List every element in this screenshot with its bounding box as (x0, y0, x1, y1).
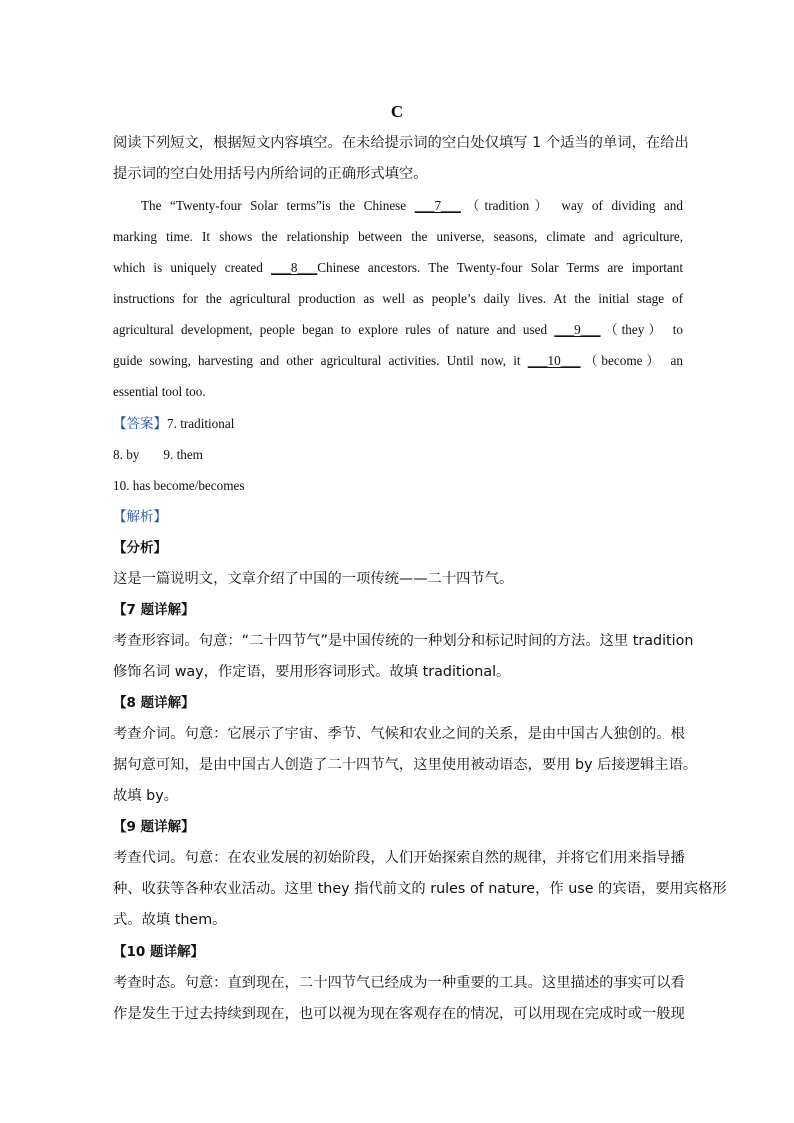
answer-10: 10. has become/becomes (113, 478, 245, 493)
q9-line-2: 种、收获等各种农业活动。这里 they 指代前文的 rules of nature，作 use 的宾语，要用宾格形 (113, 881, 727, 897)
instruction-line-2: 提示词的空白处用括号内所给词的正确形式填空。 (113, 166, 428, 182)
q7-title: 【7 题详解】 (113, 602, 195, 618)
q9-line-1: 考查代词。句意：在农业发展的初始阶段，人们开始探索自然的规律，并将它们用来指导播 (113, 850, 685, 866)
passage-line-3: which is uniquely created ___8___Chinese ancestors. The Twenty-four Solar Terms are important (113, 260, 683, 275)
fenxi-text: 这是一篇说明文，文章介绍了中国的一项传统——二十四节气。 (113, 571, 514, 587)
answer-tag: 【答案】 (113, 416, 167, 432)
passage-line-1: The “Twenty-four Solar terms”is the Chinese ___7___（tradition） way of dividing and (141, 198, 683, 213)
q10-title-line (113, 937, 683, 968)
answer-line-3 (113, 470, 683, 501)
answer-line-2 (113, 439, 683, 470)
instruction-line-1: 阅读下列短文，根据短文内容填空。在未给提示词的空白处仅填写 1 个适当的单词，在给出 (113, 135, 689, 151)
analysis-tag: 【解析】 (113, 509, 167, 525)
q10-line-2: 作是发生于过去持续到现在，也可以视为现在客观存在的情况，可以用现在完成时或一般现 (113, 1006, 685, 1022)
passage-line-7: essential tool too. (113, 384, 206, 399)
q7-line-1: 考查形容词。句意：“二十四节气”是中国传统的一种划分和标记时间的方法。这里 tradition (113, 633, 694, 649)
section-title: C (390, 102, 404, 121)
q7-title-line (113, 595, 683, 626)
q10-line-1: 考查时态。句意：直到现在，二十四节气已经成为一种重要的工具。这里描述的事实可以看 (113, 975, 685, 991)
answer-line-1 (113, 408, 683, 440)
q8-title: 【8 题详解】 (113, 695, 195, 711)
q8-line-2: 据句意可知，是由中国古人创造了二十四节气，这里使用被动语态，要用 by 后接逻辑主语。 (113, 757, 698, 773)
q9-title-line (113, 812, 683, 843)
answer-7: 7. traditional (167, 416, 235, 431)
fenxi-tag: 【分析】 (113, 540, 167, 556)
blank-8[interactable]: ___8___ (271, 260, 318, 275)
fenxi-tag-line (113, 533, 683, 564)
q8-line-3: 故填 by。 (113, 788, 178, 804)
answer-9: 9. them (163, 447, 203, 462)
q10-title: 【10 题详解】 (113, 944, 204, 960)
analysis-tag-line (113, 502, 683, 533)
q7-line-2: 修饰名词 way，作定语，要用形容词形式。故填 traditional。 (113, 664, 511, 680)
q9-title: 【9 题详解】 (113, 819, 195, 835)
blank-7[interactable]: ___7___ (414, 198, 461, 213)
passage-line-2: marking time. It shows the relationship between the universe, seasons, climate and agriculture, (113, 229, 683, 244)
blank-10[interactable]: ___10___ (527, 353, 581, 368)
passage-line-6: guide sowing, harvesting and other agricultural activities. Until now, it ___10___（become） an (113, 353, 683, 368)
q8-title-line (113, 688, 683, 719)
answer-8: 8. by (113, 447, 140, 462)
q8-line-1: 考查介词。句意：它展示了宇宙、季节、气候和农业之间的关系，是由中国古人独创的。根 (113, 726, 685, 742)
blank-9[interactable]: ___9___ (554, 322, 601, 337)
passage-line-5: agricultural development, people began to explore rules of nature and used ___9___（they） to (113, 322, 683, 337)
q9-line-3: 式。故填 them。 (113, 912, 227, 928)
passage-line-4: instructions for the agricultural production as well as people’s daily lives. At the initial stage of (113, 291, 683, 306)
